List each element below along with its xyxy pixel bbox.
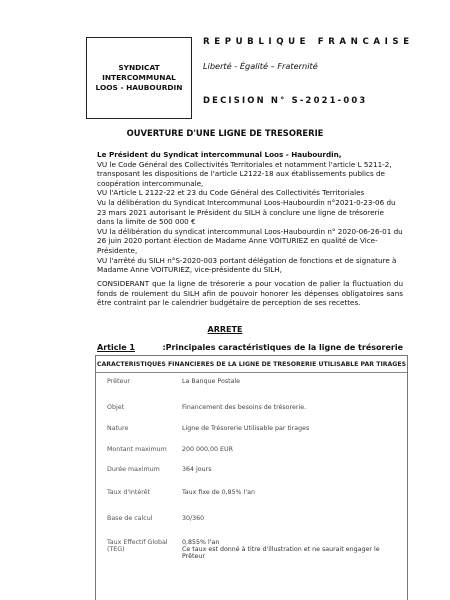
article-title: :Principales caractéristiques de la ligne de trésorerie xyxy=(162,343,403,352)
arrete-heading: ARRETE xyxy=(207,325,243,334)
row-label-line: (TEG) xyxy=(107,546,125,553)
article-1-heading xyxy=(97,343,403,352)
org-line-2: INTERCOMMUNAL xyxy=(102,73,176,82)
row-value: 30/360 xyxy=(182,515,205,522)
row-value: 200 000,00 EUR xyxy=(182,446,234,453)
president-line: Le Président du Syndicat intercommunal Loos - Haubourdin, xyxy=(97,150,342,159)
row-label: Durée maximum xyxy=(107,466,160,473)
decision-number: DECISION N° S-2021-003 xyxy=(203,95,368,105)
article-number: Article 1 xyxy=(97,343,135,352)
row-label-line: Taux Effectif Global xyxy=(107,539,168,546)
visa-paragraph: Vu la délibération du Syndicat Intercommunal Loos-Haubourdin n°2021-0-23-06 du 23 mars 2021 autorisant le Président du SILH à conclure une ligne de trésorerie dans la limite de 500 000 € xyxy=(97,197,396,227)
visa-paragraph: VU l'Article L 2122-22 et 23 du Code Général des Collectivités Territoriales xyxy=(97,188,365,198)
visa-paragraph: VU la délibération du syndicat intercommunal Loos-Haubourdin n° 2020-06-26-01 du 26 juin 2020 portant élection de Madame Anne VOITURIEZ en qualité de Vice-Présidente, xyxy=(97,226,403,255)
row-label: Prêteur xyxy=(107,378,130,385)
row-label: Base de calcul xyxy=(107,515,153,522)
row-value: La Banque Postale xyxy=(182,378,241,385)
document-title: OUVERTURE D'UNE LIGNE DE TRESORERIE xyxy=(126,128,324,138)
row-value-line: 0,855% l'an xyxy=(182,539,220,546)
row-label xyxy=(107,539,181,553)
visa-paragraph: VU le Code Général des Collectivités Territoriales et notamment l'article L 5211-2, transposant les dispositions de l'article L2122-18 aux établissements publics de coopération intercommunale, xyxy=(97,159,392,188)
row-value: Financement des besoins de trésorerie. xyxy=(182,404,307,411)
considerant-paragraph: CONSIDERANT que la ligne de trésorerie a pour vocation de palier la fluctuation du fonds de roulement du SILH afin de pouvoir honorer les dépenses obligatoires sans être contraint par le calendrier budgétaire de perception de ses recettes. xyxy=(97,279,403,308)
row-label: Nature xyxy=(107,425,129,432)
republic-heading: REPUBLIQUE FRANCAISE xyxy=(203,37,414,47)
row-label: Taux d'intérêt xyxy=(107,489,150,496)
visa-paragraph: VU l'arrêté du SILH n°S-2020-003 portant délégation de fonctions et de signature à Madame Anne VOITURIEZ, vice-présidente du SILH, xyxy=(97,255,397,275)
row-label: Montant maximum xyxy=(107,446,167,453)
preamble xyxy=(97,150,403,275)
row-value-note: Ce taux est donné à titre d'illustration et ne saurait engager le Prêteur xyxy=(182,546,380,560)
org-line-1: SYNDICAT xyxy=(118,63,160,72)
row-value: 364 jours xyxy=(182,466,212,473)
row-value: Taux fixe de 0,85% l'an xyxy=(182,489,255,496)
republic-motto: Liberté - Égalité – Fraternité xyxy=(203,61,318,71)
org-line-3: LOOS - HAUBOURDIN xyxy=(95,83,183,92)
row-label: Objet xyxy=(107,404,125,411)
organization-box xyxy=(86,37,192,119)
row-value: Ligne de Trésorerie Utilisable par tirages xyxy=(182,425,310,432)
row-value xyxy=(182,539,401,560)
financial-table xyxy=(95,355,408,600)
table-header: CARACTERISTIQUES FINANCIERES DE LA LIGNE DE TRESORERIE UTILISABLE PAR TIRAGES xyxy=(96,356,407,373)
